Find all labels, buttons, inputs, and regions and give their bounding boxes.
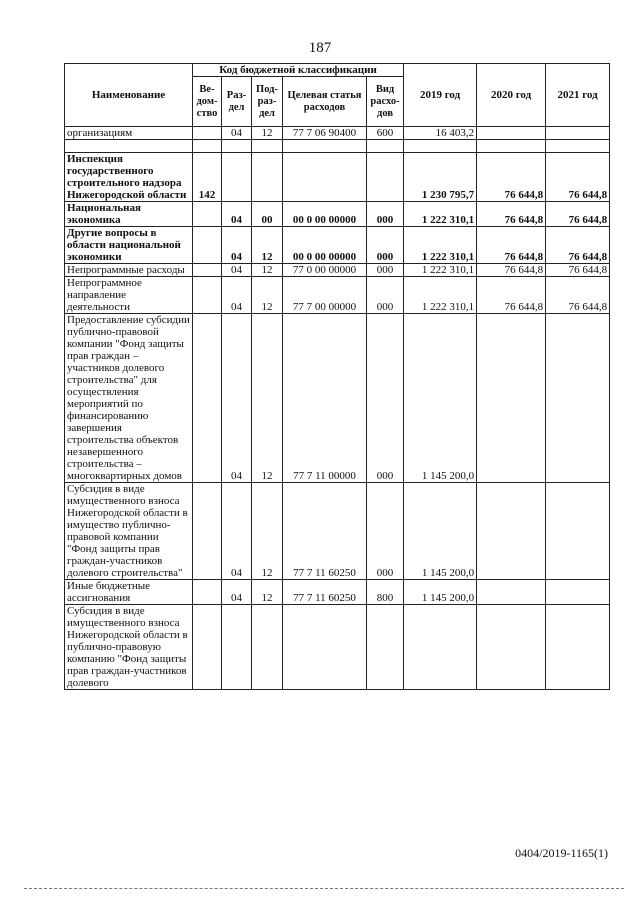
header-2021: 2021 год <box>546 64 610 127</box>
row-razdel: 04 <box>222 483 252 580</box>
row-podrazdel: 12 <box>252 580 283 605</box>
row-target: 77 7 06 90400 <box>283 127 367 140</box>
budget-table <box>64 63 610 690</box>
row-2021 <box>546 483 610 580</box>
row-podrazdel: 12 <box>252 483 283 580</box>
row-2020 <box>477 314 546 483</box>
row-2019: 1 222 310,1 <box>404 277 477 314</box>
row-target: 77 0 00 00000 <box>283 264 367 277</box>
row-ved <box>193 314 222 483</box>
row-vid: 800 <box>367 580 404 605</box>
row-vid <box>367 605 404 690</box>
table-row <box>65 277 610 314</box>
row-2019 <box>404 605 477 690</box>
row-target: 77 7 00 00000 <box>283 277 367 314</box>
row-2021 <box>546 127 610 140</box>
row-vid: 000 <box>367 483 404 580</box>
row-razdel <box>222 153 252 202</box>
header-2019: 2019 год <box>404 64 477 127</box>
scan-edge-divider <box>24 888 624 889</box>
row-name: организациям <box>65 127 193 140</box>
row-name: Национальная экономика <box>65 202 193 227</box>
row-2021: 76 644,8 <box>546 227 610 264</box>
header-podrazdel: Под-раз-дел <box>252 77 283 127</box>
row-target: 77 7 11 60250 <box>283 483 367 580</box>
table-row <box>65 227 610 264</box>
row-podrazdel: 12 <box>252 314 283 483</box>
header-2020: 2020 год <box>477 64 546 127</box>
row-ved <box>193 127 222 140</box>
row-target: 77 7 11 60250 <box>283 580 367 605</box>
page-number: 187 <box>308 40 332 56</box>
row-ved <box>193 227 222 264</box>
row-vid: 000 <box>367 314 404 483</box>
row-ved <box>193 605 222 690</box>
row-target <box>283 605 367 690</box>
table-row <box>65 153 610 202</box>
row-razdel: 04 <box>222 264 252 277</box>
row-vid <box>367 153 404 202</box>
row-2021: 76 644,8 <box>546 153 610 202</box>
header-name: Наименование <box>65 64 193 127</box>
table-row <box>65 605 610 690</box>
row-name: Непрограммное направление деятельности <box>65 277 193 314</box>
row-name: Иные бюджетные ассигнования <box>65 580 193 605</box>
row-podrazdel: 00 <box>252 202 283 227</box>
row-razdel <box>222 605 252 690</box>
header-code-group: Код бюджетной классификации <box>193 64 404 77</box>
row-2021 <box>546 314 610 483</box>
row-podrazdel: 12 <box>252 227 283 264</box>
row-ved <box>193 580 222 605</box>
row-2019: 1 222 310,1 <box>404 227 477 264</box>
header-vid: Вид расхо-дов <box>367 77 404 127</box>
row-podrazdel <box>252 153 283 202</box>
row-2019: 1 222 310,1 <box>404 202 477 227</box>
row-2019: 1 145 200,0 <box>404 483 477 580</box>
row-razdel: 04 <box>222 227 252 264</box>
row-podrazdel: 12 <box>252 277 283 314</box>
row-2019: 1 145 200,0 <box>404 580 477 605</box>
row-2019: 1 222 310,1 <box>404 264 477 277</box>
row-target: 77 7 11 00000 <box>283 314 367 483</box>
row-razdel: 04 <box>222 202 252 227</box>
row-2019: 1 230 795,7 <box>404 153 477 202</box>
row-2021: 76 644,8 <box>546 277 610 314</box>
row-2021 <box>546 580 610 605</box>
table-row <box>65 314 610 483</box>
row-2021: 76 644,8 <box>546 264 610 277</box>
row-ved <box>193 264 222 277</box>
row-2020 <box>477 127 546 140</box>
row-2020: 76 644,8 <box>477 202 546 227</box>
row-2020: 76 644,8 <box>477 277 546 314</box>
row-2020: 76 644,8 <box>477 227 546 264</box>
row-name: Субсидия в виде имущественного взноса Нижегородской области в публично-правовую компанию "Фонд защиты прав граждан-участников долевого <box>65 605 193 690</box>
row-name: Непрограммные расходы <box>65 264 193 277</box>
row-target: 00 0 00 00000 <box>283 227 367 264</box>
row-razdel: 04 <box>222 580 252 605</box>
table-row <box>65 127 610 140</box>
table-row <box>65 202 610 227</box>
row-2020 <box>477 483 546 580</box>
row-2021: 76 644,8 <box>546 202 610 227</box>
document-code: 0404/2019-1165(1) <box>515 846 608 860</box>
row-podrazdel <box>252 605 283 690</box>
row-name: Другие вопросы в области национальной экономики <box>65 227 193 264</box>
row-vid: 000 <box>367 277 404 314</box>
header-target: Целевая статья расходов <box>283 77 367 127</box>
table-row <box>65 580 610 605</box>
row-vid: 000 <box>367 264 404 277</box>
row-ved: 142 <box>193 153 222 202</box>
row-target: 00 0 00 00000 <box>283 202 367 227</box>
row-ved <box>193 483 222 580</box>
row-name: Инспекция государственного строительного надзора Нижегородской области <box>65 153 193 202</box>
row-2020 <box>477 605 546 690</box>
table-row-spacer <box>65 140 610 153</box>
row-2020 <box>477 580 546 605</box>
row-razdel: 04 <box>222 127 252 140</box>
row-razdel: 04 <box>222 277 252 314</box>
row-target <box>283 153 367 202</box>
row-2020: 76 644,8 <box>477 153 546 202</box>
row-vid: 000 <box>367 202 404 227</box>
table-row <box>65 483 610 580</box>
row-2020: 76 644,8 <box>477 264 546 277</box>
row-name: Субсидия в виде имущественного взноса Нижегородской области в имущество публично-правовой компании "Фонд защиты прав граждан-участников долевого строительства" <box>65 483 193 580</box>
row-vid: 600 <box>367 127 404 140</box>
row-2019: 16 403,2 <box>404 127 477 140</box>
row-ved <box>193 277 222 314</box>
row-2019: 1 145 200,0 <box>404 314 477 483</box>
row-podrazdel: 12 <box>252 264 283 277</box>
row-vid: 000 <box>367 227 404 264</box>
row-podrazdel: 12 <box>252 127 283 140</box>
row-ved <box>193 202 222 227</box>
header-ved: Ве-дом-ство <box>193 77 222 127</box>
row-razdel: 04 <box>222 314 252 483</box>
header-razdel: Раз-дел <box>222 77 252 127</box>
row-2021 <box>546 605 610 690</box>
table-row <box>65 264 610 277</box>
row-name: Предоставление субсидии публично-правовой компании "Фонд защиты прав граждан – участников долевого строительства" для осуществления мероприятий по финансированию завершения строительства объектов незавершенного строительства – многоквартирных домов <box>65 314 193 483</box>
